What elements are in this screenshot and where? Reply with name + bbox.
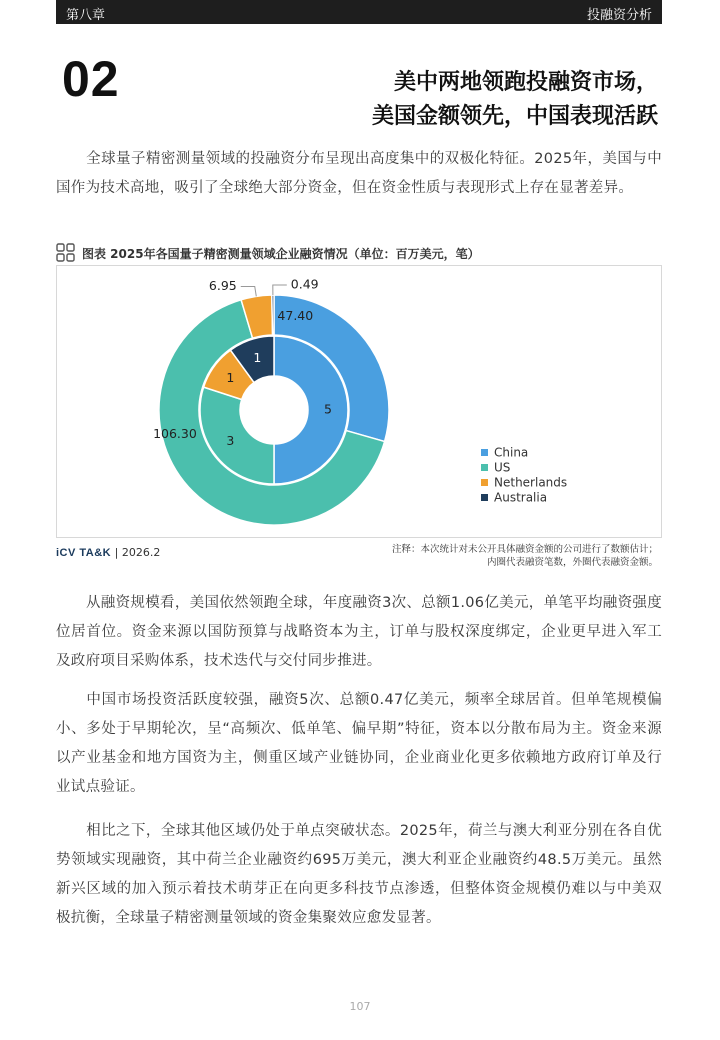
- inner-label-us: 3: [226, 433, 235, 449]
- note-line2: 内圈代表融资笔数，外圈代表融资金额。: [486, 557, 658, 568]
- legend-label-us: US: [494, 460, 511, 475]
- inner-label-china: 5: [324, 401, 332, 417]
- paragraph-us: [56, 589, 662, 676]
- source-line: [56, 546, 160, 559]
- donut-chart: [57, 266, 661, 537]
- outer-label-netherlands: 6.95: [208, 277, 237, 293]
- note-line1: 注释：本次统计对未公开具体融资金额的公司进行了数额估计；: [391, 544, 658, 555]
- source-brand: iCV TA&K: [56, 547, 112, 559]
- paragraph-china: [56, 686, 662, 802]
- outer-ring: [159, 295, 389, 525]
- outer-slice-australia: [272, 295, 274, 335]
- section-label: 投融资分析: [586, 8, 652, 23]
- leader-line-netherlands: [241, 286, 257, 296]
- source-date: 2026.2: [121, 546, 161, 559]
- paragraph-others-text: 相比之下，全球其他区域仍处于单点突破状态。2025年，荷兰与澳大利亚分别在各自优势领域实现融资，其中荷兰企业融资约695万美元，澳大利亚企业融资约48.5万美元。虽然新兴区域的加入预示着技术萌芽正在向更多科技节点渗透，但整体资金规模仍难以与中美双极抗衡，全球量子精密测量领域的资金集聚效应愈发显著。: [56, 823, 662, 926]
- legend-label-china: China: [494, 445, 529, 460]
- outer-label-australia: 0.49: [290, 276, 319, 292]
- legend-swatch-us: [481, 464, 488, 471]
- section-number: 02: [62, 51, 120, 107]
- chapter-label: 第八章: [66, 8, 106, 23]
- paragraph-us-text: 从融资规模看，美国依然领跑全球，年度融资3次、总额1.06亿美元，单笔平均融资强度位居首位。资金来源以国防预算与战略资本为主，订单与股权深度绑定，企业更早进入军工及政府项目采购体系，技术迭代与交付同步推进。: [56, 595, 662, 669]
- figure-title: 图表 2025年各国量子精密测量领域企业融资情况（单位：百万美元，笔）: [82, 247, 480, 261]
- legend-swatch-china: [481, 449, 488, 456]
- chart-note: [298, 543, 658, 569]
- paragraph-others: [56, 817, 662, 933]
- section-title-line1: 美中两地领跑投融资市场，: [393, 70, 658, 95]
- legend-label-australia: Australia: [494, 490, 548, 505]
- source-divider: |: [114, 546, 122, 559]
- chart-frame: [56, 265, 662, 538]
- section-title-line2: 美国金额领先，中国表现活跃: [371, 104, 658, 129]
- legend-label-netherlands: Netherlands: [494, 475, 568, 490]
- intro-paragraph-text: 全球量子精密测量领域的投融资分布呈现出高度集中的双极化特征。2025年，美国与中国作为技术高地，吸引了全球绝大部分资金，但在资金性质与表现形式上存在显著差异。: [56, 151, 662, 196]
- intro-paragraph: [56, 145, 662, 203]
- paragraph-china-text: 中国市场投资活跃度较强，融资5次、总额0.47亿美元，频率全球居首。但单笔规模偏小、多处于早期轮次，呈“高频次、低单笔、偏早期”特征，资本以分散布局为主。资金来源以产业基金和地方国资为主，侧重区域产业链协同，企业商业化更多依赖地方政府订单及行业试点验证。: [56, 692, 662, 795]
- inner-label-australia: 1: [253, 350, 262, 366]
- inner-label-netherlands: 1: [226, 369, 235, 385]
- page-number: 107: [349, 1000, 371, 1013]
- legend: [481, 446, 567, 505]
- legend-swatch-netherlands: [481, 479, 488, 486]
- section-title: [238, 66, 658, 134]
- outer-label-china: 47.40: [277, 307, 314, 323]
- outer-label-us: 106.30: [153, 425, 197, 441]
- header-bar: [56, 0, 662, 24]
- leader-line-australia: [273, 285, 287, 295]
- legend-swatch-australia: [481, 494, 488, 501]
- chart-grid-icon: [56, 243, 76, 263]
